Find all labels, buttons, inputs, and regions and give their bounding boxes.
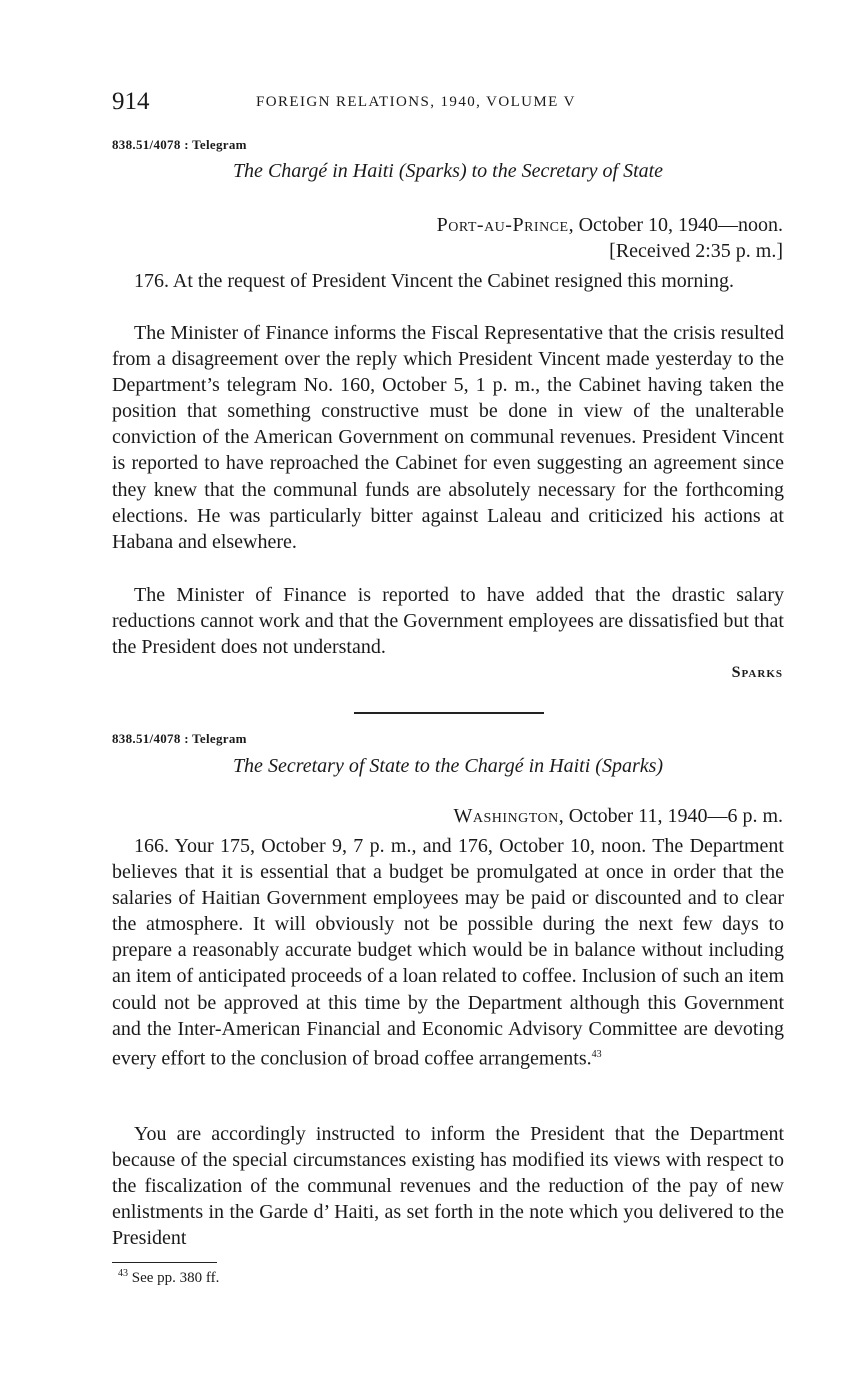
footnote-rule [112, 1262, 217, 1263]
section-divider [354, 712, 544, 714]
doc1-signature: Sparks [731, 664, 783, 681]
doc1-paragraph-2: The Minister of Finance informs the Fiscal Representative that the crisis resulted from a disagreement over the reply which President Vincent made yesterday to the Department’s telegram No. 160, October 5, 1 p. m., the Cabinet having taken the position that something constructive must be done in view of the unalterable conviction of the American Government on communal revenues. President Vincent is reported to have reproached the Cabinet for even suggesting an agreement since they knew that the communal funds are absolutely necessary for the forthcoming elections. He was particularly bitter against Laleau and criticized his actions at Habana and elsewhere. [112, 322, 784, 553]
doc2-date: , October 11, 1940—6 p. m. [558, 805, 783, 827]
page-number: 914 [112, 88, 150, 115]
doc1-paragraph-3: The Minister of Finance is reported to have added that the drastic salary reductions cannot work and that the Government employees are dissatisfied but that the President does not understand. [112, 584, 784, 659]
running-title: FOREIGN RELATIONS, 1940, VOLUME V [256, 94, 576, 110]
doc1-title: The Chargé in Haiti (Sparks) to the Secretary of State [232, 160, 664, 182]
doc2-paragraph-1 [112, 833, 784, 1072]
doc1-dateline [437, 214, 783, 237]
footnote [118, 1268, 219, 1287]
doc1-received: [Received 2:35 p. m.] [609, 240, 783, 262]
doc2-paragraph-2: You are accordingly instructed to inform the President that the Department because of the special circumstances existing has modified its views with respect to the fiscalization of the communal revenues and the reduction of the pay of new enlistments in the Garde d’ Haiti, as set forth in the note which you delivered to the President [112, 1123, 784, 1250]
doc1-paragraph-1: 176. At the request of President Vincent the Cabinet resigned this morning. [134, 270, 734, 292]
footnote-reference: 43 [591, 1048, 602, 1060]
doc1-date: , October 10, 1940—noon. [568, 214, 783, 236]
doc2-paragraph-1-text: 166. Your 175, October 9, 7 p. m., and 176, October 10, noon. The Department believes that it is essential that a budget be promulgated at once in order that the salaries of Haitian Government employees may be paid or discounted and to clear the atmosphere. It will obviously not be possible during the next few days to prepare a reasonably accurate budget which would be in balance without including an item of anticipated proceeds of a loan related to coffee. Inclusion of such an item could not be approved at this time by the Department although this Government and the Inter-American Financial and Economic Advisory Committee are devoting every effort to the conclusion of broad coffee arrangements. [112, 835, 784, 1070]
doc2-title: The Secretary of State to the Chargé in Haiti (Sparks) [232, 755, 664, 777]
doc1-reference: 838.51/4078 : Telegram [112, 137, 247, 152]
doc1-place: Port-au-Prince [436, 214, 569, 236]
doc2-reference: 838.51/4078 : Telegram [112, 731, 247, 746]
doc2-dateline [453, 805, 783, 828]
footnote-mark: 43 [118, 1268, 128, 1279]
doc2-place: Washington [453, 805, 559, 827]
footnote-text: See pp. 380 ff. [128, 1270, 220, 1286]
